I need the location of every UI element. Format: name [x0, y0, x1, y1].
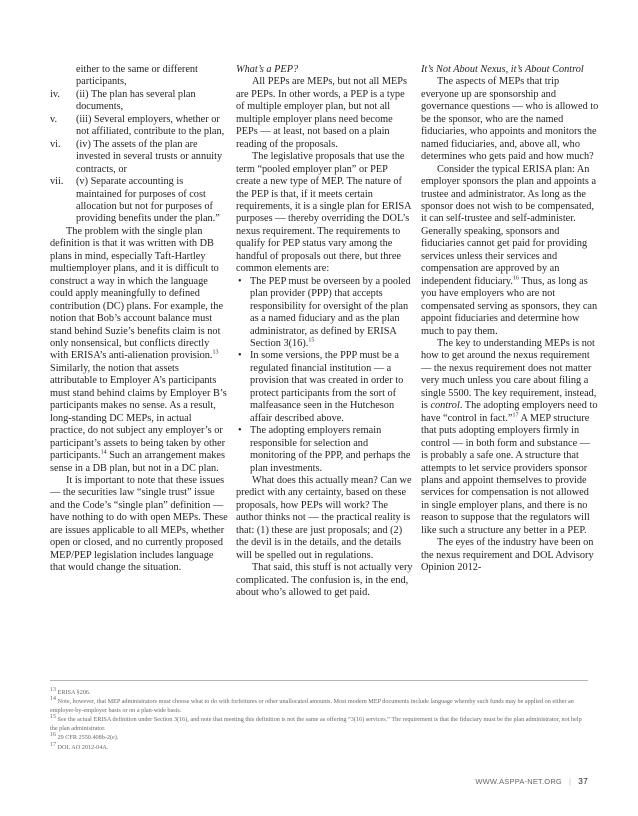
- paragraph: What does this actually mean? Can we predict with any certainty, based on these proposals, how PEPs will work? The author thinks not — the practical reality is that: (1) these are just proposals; and (2) the devil is in the details, and the details will be spelled out in regulations.: [236, 474, 412, 561]
- paragraph: That said, this stuff is not actually very complicated. The confusion is, in the end, about who’s allowed to get paid.: [236, 562, 413, 599]
- list-text: (v) Separate accounting is maintained for purposes of cost allocation but not for purposes of providing benefits under the plan.”: [76, 176, 220, 225]
- footnote: $^{16}$ 29 CFR 2550.408b-2(e).: [50, 732, 119, 742]
- list-text: (iv) The assets of the plan are invested in several trusts or annuity contracts, or: [76, 138, 223, 175]
- list-number: vii.: [50, 176, 64, 188]
- list-item: either to the same or different participants,: [76, 64, 198, 88]
- footnote-ref: 17: [512, 412, 519, 419]
- plan-criteria-list: [50, 64, 228, 226]
- column-1: [50, 64, 228, 575]
- paragraph: The eyes of the industry have been on the nexus requirement and DOL Advisory Opinion 2012-: [421, 537, 594, 574]
- paragraph: All PEPs are MEPs, but not all MEPs are PEPs. In other words, a PEP is a type of multiple employer plan, but not all multiple employer plans need become PEPs — at least, not based on a plain reading of the proposals.: [236, 76, 408, 150]
- footnote: $^{15}$ See the actual ERISA definition under Section 3(16), and note that meeting this definition is not the same as offering “3(16) services.” The requirement is that the fiduciary must be the plan administrator, not help the plan administrator.: [50, 714, 582, 733]
- list-item: • The adopting employers remain responsible for selection and monitoring of the PPP, and perhaps the plan investments.: [236, 425, 414, 475]
- section-heading: It’s Not About Nexus, it’s About Control: [421, 64, 584, 75]
- list-number: iv.: [50, 88, 60, 100]
- list-item: [50, 139, 228, 176]
- footer-separator: |: [568, 777, 572, 786]
- list-number: v.: [50, 113, 58, 125]
- section-heading: What’s a PEP?: [236, 64, 299, 75]
- pep-elements-list: [236, 276, 414, 475]
- paragraph: The legislative proposals that use the term “pooled employer plan” or PEP create a new type of MEP. The nature of the PEP is that, if it meets certain requirements, it is a single plan for ERISA purposes — thereby overriding the DOL’s nexus requirement. The requirements to qualify for PEP status vary among the handful of proposals out there, but three common elements are:: [236, 151, 412, 275]
- footnote: $^{17}$ DOL AO 2012-04A.: [50, 741, 109, 751]
- site-url[interactable]: WWW.ASPPA-NET.ORG: [475, 777, 562, 786]
- column-2: [236, 64, 414, 599]
- footnote: $^{14}$ Note, however, that MEP administrators must choose what to do with forfeitures or other unallocated amounts. Most modern MEP documents include language whereby such funds may be applied on either an employer-by-employer basis or on a plan-wide basis.: [50, 696, 574, 715]
- list-text: (iii) Several employers, whether or not affiliated, contribute to the plan,: [76, 113, 225, 138]
- footnote-ref: 16: [512, 275, 519, 282]
- list-text: (ii) The plan has several plan documents,: [76, 88, 196, 113]
- list-number: vi.: [50, 138, 61, 150]
- paragraph: The aspects of MEPs that trip everyone up are sponsorship and governance questions — who is allowed to be the sponsor, who are the named fiduciaries, who appoints and monitors the named fiduciaries, and, above all, who determines who gets paid and how much?: [421, 76, 599, 163]
- footnotes: [50, 688, 590, 752]
- column-3: [421, 64, 599, 575]
- paragraph: Consider the typical ERISA plan: An employer sponsors the plan and appoints a trustee and administrator. As long as the sponsor does not wish to be compensated, it can self-trustee and self-administer. Generally speaking, sponsors and fiduciaries cannot get paid for providing services unless their services and compensation are approved by an independent fiduciary.$^{16}$ Thus, as long as you have employers who are not compensated serving as sponsors, they can appoint fiduciaries and determine how much to pay them.: [421, 163, 598, 337]
- paragraph: The problem with the single plan definition is that it was written with DB plans in mind, especially Taft-Hartley multiemployer plans, and it is difficult to construct a way in which the language could apply meaningfully to defined contribution (DC) plans. For example, the notion that Bob’s account balance must stand behind Suzie’s benefits claim is not only nonsensical, but conflicts directly with ERISA’s anti-alienation provision.$^{13}$ Similarly, the notion that assets attributable to Employer A’s participants must stand behind claims by Employer B’s participants makes no sense. As a result, long-standing DC MEPs, in actual practice, do not subject any employer’s or participant’s assets to being taken by other participants.$^{14}$ Such an arrangement makes sense in a DB plan, but not in a DC plan.: [50, 225, 227, 474]
- page-number: 37: [578, 776, 588, 786]
- footnote-ref: 14: [100, 449, 107, 456]
- paragraph: The key to understanding MEPs is not how to get around the nexus requirement — the nexus requirement does not matter very much unless you care about filing a single 5500. The key requirement, instead, is control. The adopting employers need to have “control in fact.”$^{17}$ A MEP structure that puts adopting employers firmly in control — in both form and substance — is probably a safe one. A structure that attempts to let service providers sponsor plans and appoint themselves to provide services for compensation is not allowed in single employer plans, and there is no reason to suppose that the regulators will like such a structure any better in a PEP.: [421, 337, 598, 536]
- footnote: $^{13}$ ERISA §206.: [50, 686, 91, 696]
- footnote-ref: 15: [308, 337, 315, 344]
- footnote-divider: [50, 680, 588, 681]
- list-item: [50, 176, 228, 226]
- footnote-ref: 13: [212, 350, 219, 356]
- page-footer: [475, 776, 588, 786]
- list-item: [50, 114, 228, 139]
- emphasis: control: [430, 400, 460, 412]
- paragraph: It is important to note that these issues — the securities law “single trust” issue and the Code’s “single plan” definition — have nothing to do with open MEPs. These are issues applicable to all MEPs, whether open or closed, and no currently proposed MEP/PEP legislation includes language that would change the situation.: [50, 474, 228, 574]
- list-item: [50, 89, 228, 114]
- list-item: • In some versions, the PPP must be a regulated financial institution — a provision that was created in order to protect participants from the sort of malfeasance seen in the Hutcheson affair described above.: [236, 350, 414, 425]
- list-item: • The PEP must be overseen by a pooled plan provider (PPP) that accepts responsibility for oversight of the plan as a named fiduciary and as the plan administrator, as defined by ERISA Section 3(16).$^{15}$: [236, 276, 414, 351]
